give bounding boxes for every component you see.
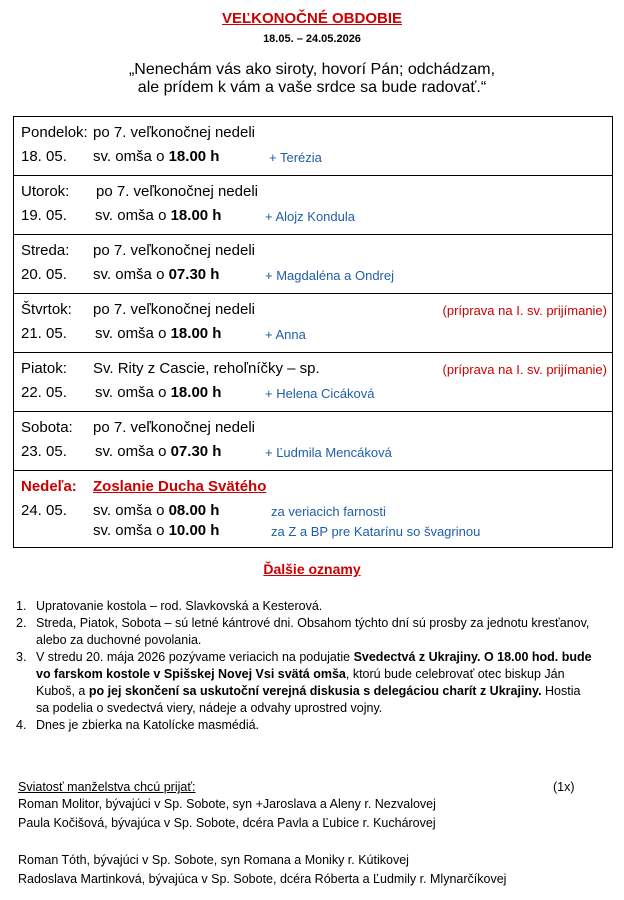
mass-label: sv. omša o [95,384,167,401]
day-occasion: Sv. Rity z Cascie, rehoľníčky – sp. [93,360,320,377]
list-item [16,598,596,615]
day-occasion: po 7. veľkonočnej nedeli [93,301,255,318]
day-row-sunday [14,471,612,549]
time-value: 07.30 h [170,443,222,460]
preparation-note: (príprava na I. sv. prijímanie) [442,303,607,318]
day-row-saturday [14,412,612,471]
marriage-banns-title: Sviatosť manželstva chcú prijať: [18,780,196,794]
banns-count: (1x) [553,780,575,794]
day-name: Nedeľa: [21,478,77,495]
day-occasion: po 7. veľkonočnej nedeli [93,124,255,141]
day-row-wednesday [14,235,612,294]
day-row-monday [14,117,612,176]
day-date: 18. 05. [21,148,67,165]
mass-intention: + Magdaléna a Ondrej [265,268,395,283]
mass-time [95,325,221,342]
item-text: Upratovanie kostola – rod. Slavkovská a Kesterová. [36,599,323,613]
quote-line-2: ale prídem k vám a vaše srdce sa bude radovať.“ [137,79,487,96]
mass-intention: + Terézia [269,150,322,165]
time-value: 18.00 h [170,207,222,224]
time-value: 18.00 h [170,325,222,342]
mass-label: sv. omša o [93,502,165,519]
day-name: Štvrtok: [21,301,72,318]
banns-line: Radoslava Martinková, bývajúca v Sp. Sobote, dcéra Róberta a Ľudmily r. Mlynarčíkovej [18,872,507,886]
day-occasion: po 7. veľkonočnej nedeli [93,419,255,436]
day-name: Sobota: [21,419,73,436]
mass-time [93,148,219,165]
day-date: 19. 05. [21,207,67,224]
item-text: V stredu 20. mája 2026 pozývame veriacich na podujatie [36,650,354,664]
mass-intention: + Anna [265,327,306,342]
announcements-heading: Ďalšie oznamy [263,561,361,577]
mass-time [95,384,221,401]
day-row-tuesday [14,176,612,235]
mass-label: sv. omša o [93,522,165,539]
time-value: 07.30 h [168,266,220,283]
day-date: 21. 05. [21,325,67,342]
item-number: 1. [16,599,27,613]
day-occasion: po 7. veľkonočnej nedeli [96,183,258,200]
feast-name: Zoslanie Ducha Svätého [93,478,267,495]
time-value: 18.00 h [168,148,220,165]
mass-schedule [13,116,613,548]
time-value: 08.00 h [168,502,220,519]
list-item [16,649,596,717]
mass-label: sv. omša o [95,207,167,224]
day-name: Pondelok: [21,124,88,141]
item-text: , ktorú bude celebrovať otec biskup Ján Kuboš, a [36,667,565,698]
mass-intention: za veriacich farnosti [271,504,386,519]
mass-time [93,522,219,539]
banns-line: Roman Tóth, bývajúci v Sp. Sobote, syn Romana a Moniky r. Kútikovej [18,853,409,867]
announcements-list [16,598,596,734]
day-row-thursday [14,294,612,353]
day-date: 24. 05. [21,502,67,519]
mass-label: sv. omša o [93,148,165,165]
mass-time [95,443,221,460]
day-row-friday [14,353,612,412]
mass-intention: + Alojz Kondula [265,209,355,224]
banns-line: Paula Kočišová, bývajúca v Sp. Sobote, dcéra Pavla a Ľubice r. Kuchárovej [18,816,436,830]
item-number: 2. [16,616,27,630]
day-name: Streda: [21,242,70,259]
item-text-bold: Svedectvá z Ukrajiny. O 18.00 hod. bude vo farskom kostole v Spišskej Novej Vsi svätá omša [36,650,592,681]
mass-time [95,207,221,224]
item-number: 3. [16,650,27,664]
preparation-note: (príprava na I. sv. prijímanie) [442,362,607,377]
scripture-quote [0,61,624,97]
list-item [16,717,596,734]
mass-time [93,266,219,283]
item-text-bold: po jej skončení sa uskutoční verejná diskusia s delegáciou charít z Ukrajiny. [88,684,542,698]
item-number: 4. [16,718,27,732]
item-text: Dnes je zbierka na Katolícke masmédiá. [36,718,260,732]
page-title: VEĽKONOČNÉ OBDOBIE [221,10,402,27]
mass-intention: za Z a BP pre Katarínu so švagrinou [271,524,481,539]
time-value: 10.00 h [168,522,220,539]
day-name: Utorok: [21,183,70,200]
day-date: 23. 05. [21,443,67,460]
list-item [16,615,596,649]
day-occasion: po 7. veľkonočnej nedeli [93,242,255,259]
mass-intention: + Ľudmila Mencáková [265,445,392,460]
item-text: Streda, Piatok, Sobota – sú letné kántrové dni. Obsahom týchto dní sú prosby za jednotu kresťanov, alebo za duchovné povolania. [36,616,590,647]
time-value: 18.00 h [170,384,222,401]
mass-time [93,502,219,519]
day-name: Piatok: [21,360,67,377]
mass-label: sv. omša o [95,325,167,342]
mass-label: sv. omša o [93,266,165,283]
date-range: 18.05. – 24.05.2026 [263,33,361,45]
mass-label: sv. omša o [95,443,167,460]
quote-line-1: „Nenechám vás ako siroty, hovorí Pán; odchádzam, [128,61,496,78]
banns-line: Roman Molitor, bývajúci v Sp. Sobote, syn +Jaroslava a Aleny r. Nezvalovej [18,797,436,811]
item-text: Hostia sa podelia o svedectvá viery, nádeje a odvahy uprostred vojny. [36,684,581,715]
day-date: 22. 05. [21,384,67,401]
day-date: 20. 05. [21,266,67,283]
mass-intention: + Helena Cicáková [265,386,375,401]
